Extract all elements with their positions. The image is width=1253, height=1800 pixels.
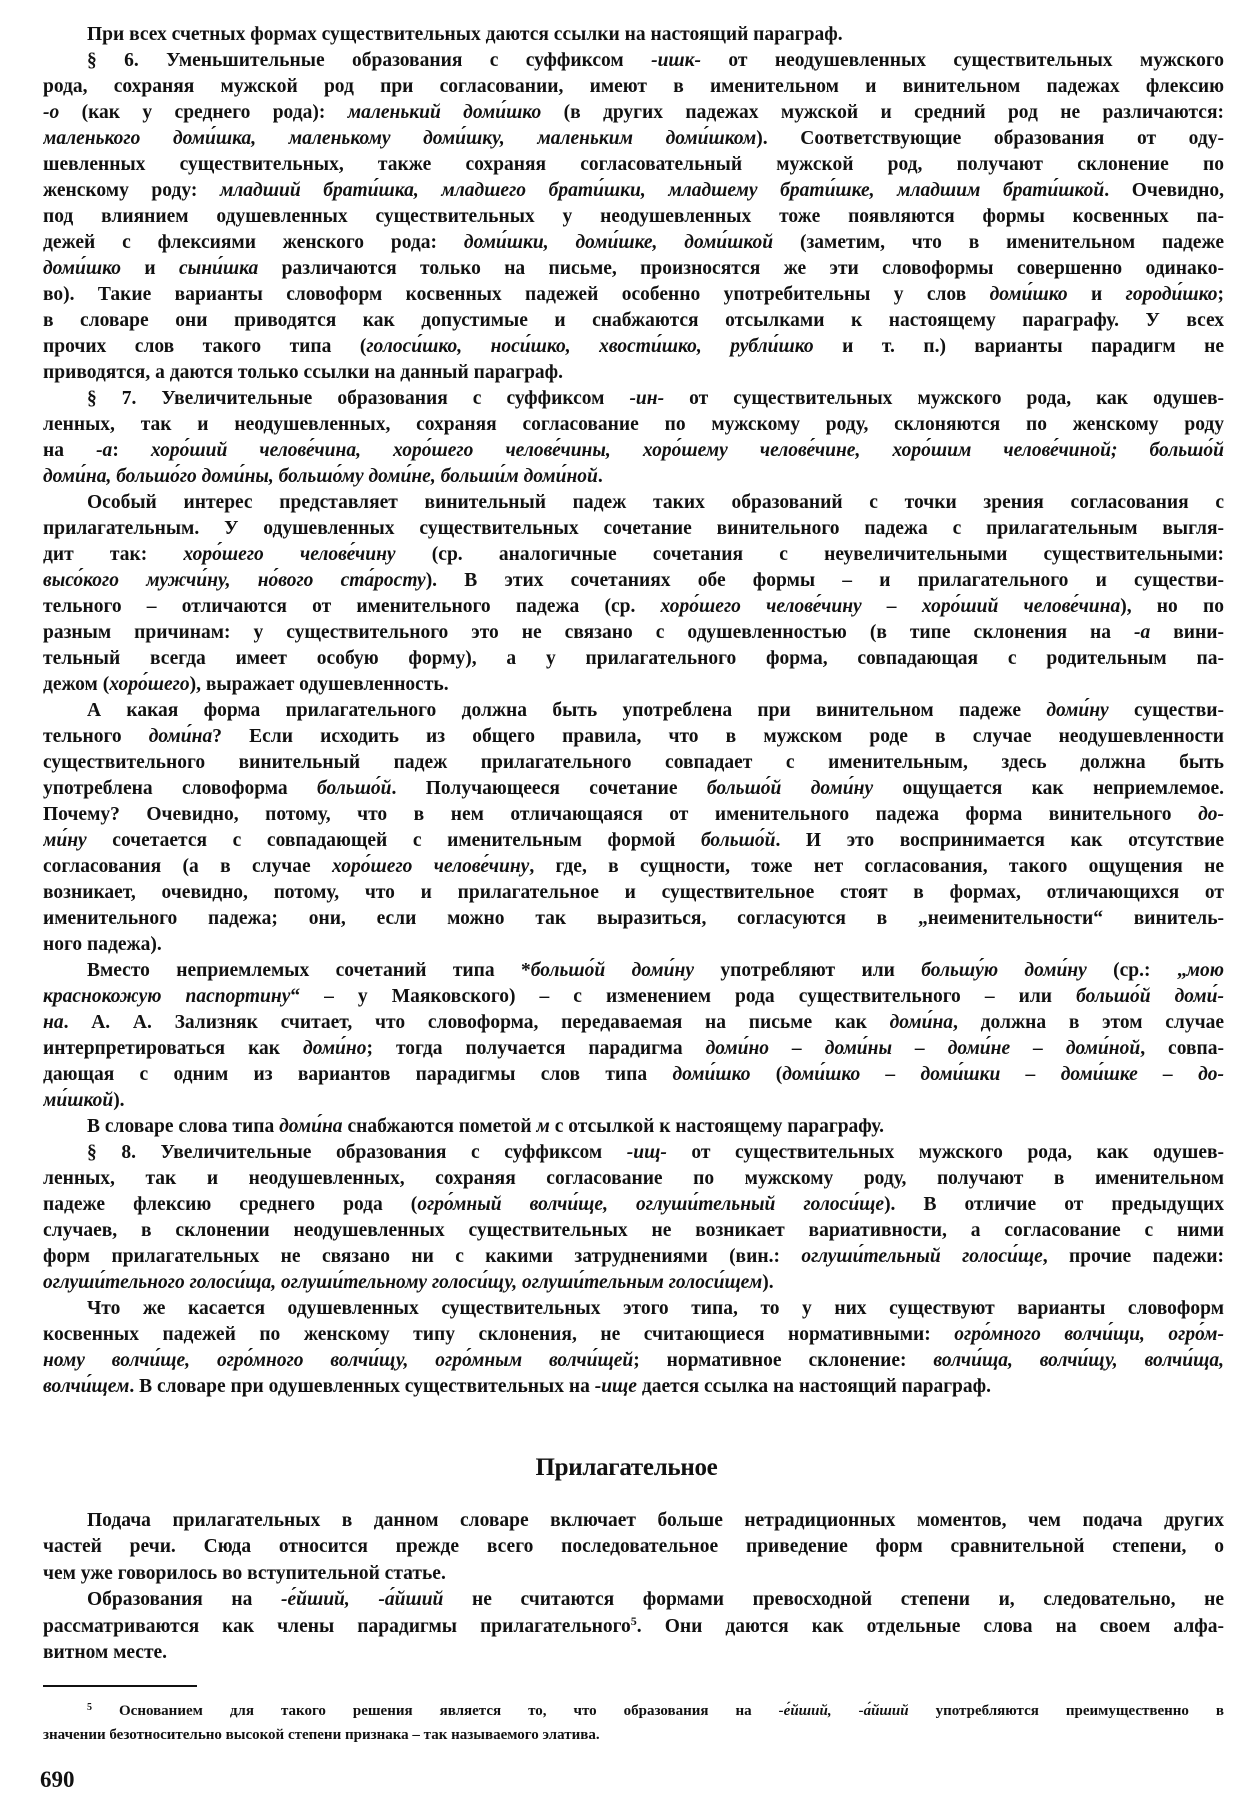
text-run: рода, сохраняя мужской род при согласовании, имеют в именительном и винительном падежах флексию bbox=[43, 76, 1224, 97]
text-run: § 6. Уменьшительные образования с суффиксом bbox=[87, 50, 652, 71]
text-line bbox=[43, 802, 1224, 828]
text-run: дит так: bbox=[43, 544, 184, 565]
text-run: тельного bbox=[43, 726, 149, 747]
text-run: Почему? Очевидно, потому, что в нем отличающаяся от именительного падежа форма винительного bbox=[43, 804, 1199, 825]
italic-example: городи́шко bbox=[1125, 284, 1218, 305]
paragraph bbox=[43, 1699, 1224, 1747]
page-number: 690 bbox=[40, 1767, 75, 1792]
text-run: возникает, очевидно, потому, что и прилагательное и существительное стоят в формах, отличающихся от bbox=[43, 882, 1224, 903]
text-line bbox=[43, 1244, 1224, 1270]
text-run: Особый интерес представляет винительный падеж таких образований с точки зрения согласования с bbox=[87, 492, 1224, 513]
paragraph bbox=[43, 958, 1224, 1114]
italic-example: доми́шко – доми́шки – доми́шке – до- bbox=[782, 1064, 1224, 1085]
text-run: существительного винительный падеж прилагательного совпадает с именительным, здесь должна быть bbox=[43, 752, 1224, 773]
text-run: (в других падежах мужской и средний род не различаются: bbox=[541, 102, 1224, 123]
text-run: Подача прилагательных в данном словаре включает больше нетрадиционных моментов, чем подача других bbox=[87, 1510, 1224, 1531]
text-run: женскому роду: bbox=[43, 180, 220, 201]
italic-example: хоро́шего bbox=[109, 674, 190, 695]
text-run: ). Соответствующие образования от оду- bbox=[756, 128, 1224, 149]
text-line bbox=[43, 48, 1224, 74]
text-run: дается ссылка на настоящий параграф. bbox=[636, 1376, 992, 1397]
text-run: , должна в этом случае bbox=[953, 1012, 1224, 1033]
text-run: рассматриваются как члены парадигмы прилагательного bbox=[43, 1615, 631, 1637]
footnote-marker: 5 bbox=[87, 1702, 92, 1713]
text-run: случаев, в склонении неодушевленных существительных не возникает вариативности, а согласование с ними bbox=[43, 1220, 1224, 1241]
text-run: Основанием для такого решения является то, что образования на bbox=[92, 1703, 779, 1719]
paragraph bbox=[43, 22, 1224, 48]
italic-example: огро́мный волчи́ще, оглуши́тельный голоси́ще bbox=[417, 1194, 885, 1215]
italic-example: оглуши́тельный голоси́ще bbox=[801, 1246, 1043, 1267]
text-line bbox=[43, 828, 1224, 854]
adjective-section-text bbox=[43, 1508, 1224, 1666]
text-line bbox=[43, 646, 1224, 672]
text-line bbox=[43, 984, 1224, 1010]
text-run: дежом ( bbox=[43, 674, 110, 695]
italic-example: доми́но bbox=[303, 1038, 367, 1059]
italic-example: на bbox=[43, 1012, 64, 1033]
text-run: ? Если исходить из общего правила, что в мужском роде в случае неодушевленности bbox=[212, 726, 1224, 747]
text-run: приводятся, а даются только ссылки на данный параграф. bbox=[43, 362, 564, 383]
italic-example: м bbox=[536, 1116, 550, 1137]
italic-example: доми́шко bbox=[672, 1064, 751, 1085]
footnote-divider bbox=[43, 1685, 197, 1687]
paragraph bbox=[43, 386, 1224, 490]
text-run: : bbox=[112, 440, 151, 461]
italic-example: большо́й доми́ну bbox=[706, 778, 874, 799]
text-line bbox=[43, 854, 1224, 880]
text-run: тельный всегда имеет особую форму), а у прилагательного форма, совпадающая с родительным па- bbox=[43, 648, 1224, 669]
text-line bbox=[43, 880, 1224, 906]
text-line bbox=[43, 386, 1224, 412]
text-run: . И это воспринимается как отсутствие bbox=[775, 830, 1224, 851]
text-run: (ср. аналогичные сочетания с неувеличительными существительными: bbox=[395, 544, 1224, 565]
footnote-marker: 5 bbox=[630, 1613, 637, 1628]
text-line bbox=[43, 152, 1224, 178]
text-run: ; тогда получается парадигма bbox=[366, 1038, 706, 1059]
text-run: тельного – отличаются от именительного падежа (ср. bbox=[43, 596, 661, 617]
text-line bbox=[43, 178, 1224, 204]
text-run: и bbox=[1067, 284, 1126, 305]
text-line bbox=[43, 126, 1224, 152]
text-line bbox=[43, 282, 1224, 308]
italic-example: доми́на, большо́го доми́ны, большо́му доми́не, больши́м доми́ной bbox=[43, 466, 598, 487]
italic-example: оглуши́тельного голоси́ща, оглуши́тельному голоси́щу, оглуши́тельным голоси́щем bbox=[43, 1272, 763, 1293]
text-line bbox=[43, 360, 1224, 386]
text-run: и bbox=[121, 258, 180, 279]
italic-example: хоро́ший челове́чина, хоро́шего челове́чины, хоро́шему челове́чине, хоро́шим челове́чиной; большо́й bbox=[150, 440, 1224, 461]
text-run: дающая с одним из вариантов парадигмы слов типа bbox=[43, 1064, 673, 1085]
text-line bbox=[43, 750, 1224, 776]
text-run: с отсылкой к настоящему параграфу. bbox=[549, 1116, 884, 1137]
text-run: от существительных мужского рода, как одушев- bbox=[664, 388, 1224, 409]
italic-example: доми́шко bbox=[43, 258, 122, 279]
paragraph bbox=[43, 490, 1224, 698]
text-run: различаются только на письме, произносятся же эти словоформы совершенно одинако- bbox=[258, 258, 1224, 279]
italic-example: большу́ю доми́ну bbox=[921, 960, 1087, 981]
text-run: ленных, так и неодушевленных, сохраняя согласование по мужскому роду, склоняются по женскому роду bbox=[43, 414, 1224, 435]
text-line bbox=[43, 1088, 1224, 1114]
italic-example: маленький доми́шко bbox=[347, 102, 542, 123]
text-line bbox=[43, 620, 1224, 646]
text-line bbox=[43, 1699, 1224, 1723]
text-run: ; bbox=[1217, 284, 1224, 305]
italic-example: большо́й доми́- bbox=[1076, 986, 1224, 1007]
text-run: ного падежа). bbox=[43, 934, 162, 955]
text-line bbox=[43, 1218, 1224, 1244]
text-line bbox=[43, 516, 1224, 542]
italic-example: доми́на bbox=[148, 726, 213, 747]
italic-example: доми́но – доми́ны – доми́не – доми́ной bbox=[705, 1038, 1141, 1059]
text-line bbox=[43, 1166, 1224, 1192]
text-run: (заметим, что в именительном падеже bbox=[773, 232, 1224, 253]
italic-example: -а bbox=[1134, 622, 1151, 643]
paragraph bbox=[43, 1140, 1224, 1296]
text-line bbox=[43, 230, 1224, 256]
text-run: употребляют или bbox=[693, 960, 922, 981]
text-run: интерпретироваться как bbox=[43, 1038, 304, 1059]
text-run: не считаются формами превосходной степени и, следовательно, не bbox=[443, 1589, 1224, 1611]
text-run: ( bbox=[750, 1064, 783, 1085]
paragraph bbox=[43, 1114, 1224, 1140]
text-line bbox=[43, 1140, 1224, 1166]
text-line bbox=[43, 1723, 1224, 1747]
italic-example: -ище bbox=[594, 1376, 637, 1397]
footnote bbox=[43, 1699, 1224, 1747]
italic-example: краснокожую паспортину bbox=[43, 986, 291, 1007]
paragraph bbox=[43, 1508, 1224, 1587]
text-run: косвенных падежей по женскому типу склонения, не считающиеся нормативными: bbox=[43, 1324, 955, 1345]
italic-example: хоро́шего челове́чину bbox=[183, 544, 396, 565]
text-line bbox=[43, 1296, 1224, 1322]
text-line bbox=[43, 1561, 1224, 1587]
text-run: . А. А. Зализняк считает, что словоформа, передаваемая на письме как bbox=[63, 1012, 890, 1033]
italic-example: доми́на bbox=[889, 1012, 954, 1033]
text-line bbox=[43, 100, 1224, 126]
text-line bbox=[43, 1614, 1224, 1640]
text-run: существи- bbox=[1108, 700, 1224, 721]
text-line bbox=[43, 1114, 1224, 1140]
text-run: форм прилагательных не связано ни с какими затруднениями (вин.: bbox=[43, 1246, 802, 1267]
text-line bbox=[43, 542, 1224, 568]
text-run: А какая форма прилагательного должна быть употреблена при винительном падеже bbox=[87, 700, 1047, 721]
text-line bbox=[43, 22, 1224, 48]
text-run: вини- bbox=[1150, 622, 1224, 643]
text-run: ленных, так и неодушевленных, сохраняя согласование по мужскому роду, получают в именительном bbox=[43, 1168, 1224, 1189]
text-line bbox=[43, 256, 1224, 282]
text-run: . В словаре при одушевленных существительных на bbox=[129, 1376, 595, 1397]
text-run: на bbox=[43, 440, 97, 461]
text-run: чем уже говорилось во вступительной статье. bbox=[43, 1562, 446, 1584]
italic-example: ми́ну bbox=[43, 830, 87, 851]
text-run: . Они даются как отдельные слова на своем алфа- bbox=[636, 1615, 1224, 1637]
text-run: ). bbox=[762, 1272, 774, 1293]
text-line bbox=[43, 334, 1224, 360]
italic-example: ми́шкой bbox=[43, 1090, 114, 1111]
paragraph bbox=[43, 1296, 1224, 1400]
text-line bbox=[43, 1062, 1224, 1088]
text-run: (ср.: „ bbox=[1086, 960, 1187, 981]
text-line bbox=[43, 1534, 1224, 1560]
text-line bbox=[43, 1348, 1224, 1374]
text-run: и т. п.) варианты парадигм не bbox=[813, 336, 1224, 357]
text-line bbox=[43, 1010, 1224, 1036]
text-line bbox=[43, 776, 1224, 802]
italic-example: доми́на bbox=[279, 1116, 343, 1137]
italic-example: высо́кого мужчи́ну, но́вого ста́росту bbox=[43, 570, 426, 591]
italic-example: -ишк- bbox=[651, 50, 702, 71]
italic-example: волчи́щем bbox=[43, 1376, 130, 1397]
text-line bbox=[43, 958, 1224, 984]
text-line bbox=[43, 204, 1224, 230]
italic-example: доми́шки, доми́шке, доми́шкой bbox=[463, 232, 774, 253]
section-heading: Прилагательное bbox=[535, 1454, 718, 1481]
text-run: ). В этих сочетаниях обе формы – и прилагательного и существи- bbox=[425, 570, 1224, 591]
text-line bbox=[43, 724, 1224, 750]
text-line bbox=[43, 1192, 1224, 1218]
italic-example: сыни́шка bbox=[179, 258, 259, 279]
text-run: , где, в сущности, тоже нет согласования, такого ощущения не bbox=[529, 856, 1224, 877]
text-run: от существительных мужского рода, как одушев- bbox=[666, 1142, 1224, 1163]
text-run: . Получающееся сочетание bbox=[391, 778, 707, 799]
italic-example: -е́йший, -а́йший bbox=[280, 1589, 444, 1611]
text-line bbox=[43, 1374, 1224, 1400]
text-run: § 7. Увеличительные образования с суффиксом bbox=[87, 388, 630, 409]
text-run: согласования (а в случае bbox=[43, 856, 333, 877]
text-run: . Очевидно, bbox=[1104, 180, 1224, 201]
italic-example: большо́й bbox=[317, 778, 392, 799]
italic-example: -е́йший, -а́йший bbox=[778, 1703, 909, 1719]
italic-example: доми́ну bbox=[1046, 700, 1109, 721]
italic-example: доми́шко bbox=[989, 284, 1068, 305]
italic-example: -ин- bbox=[629, 388, 665, 409]
text-line bbox=[43, 932, 1224, 958]
text-line bbox=[43, 1640, 1224, 1666]
text-run: сочетается с совпадающей с именительным формой bbox=[86, 830, 701, 851]
text-run: в словаре они приводятся как допустимые и снабжаются отсылками к настоящему параграфу. У всех bbox=[43, 310, 1224, 331]
text-run: ; нормативное склонение: bbox=[633, 1350, 934, 1371]
text-run: витном месте. bbox=[43, 1641, 168, 1663]
text-run: Что же касается одушевленных существительных этого типа, то у них существуют варианты словоформ bbox=[87, 1298, 1224, 1319]
italic-example: волчи́ща, волчи́щу, волчи́ща, bbox=[933, 1350, 1224, 1371]
text-line bbox=[43, 698, 1224, 724]
text-run: снабжаются пометой bbox=[342, 1116, 537, 1137]
italic-example: -о bbox=[43, 102, 60, 123]
italic-example: хоро́шего челове́чину bbox=[332, 856, 530, 877]
text-line bbox=[43, 672, 1224, 698]
text-line bbox=[43, 412, 1224, 438]
text-run: прочих слов такого типа ( bbox=[43, 336, 367, 357]
text-run: (как у среднего рода): bbox=[59, 102, 348, 123]
main-text bbox=[43, 22, 1224, 1400]
text-run: частей речи. Сюда относится прежде всего последовательное приведение форм сравнительной степени, о bbox=[43, 1536, 1224, 1558]
text-line bbox=[43, 594, 1224, 620]
text-run: . bbox=[597, 466, 603, 487]
text-run: ), но по bbox=[1120, 596, 1224, 617]
text-line bbox=[43, 1036, 1224, 1062]
text-run: употреблена словоформа bbox=[43, 778, 318, 799]
text-line bbox=[43, 1587, 1224, 1613]
italic-example: -а bbox=[96, 440, 113, 461]
italic-example: голоси́шко, носи́шко, хвости́шко, рубли́шко bbox=[366, 336, 814, 357]
text-run: разным причинам: у существительного это не связано с одушевленностью (в типе склонения на bbox=[43, 622, 1135, 643]
text-run: значении безотносительно высокой степени признака – так называемого элатива. bbox=[43, 1727, 600, 1743]
text-run: При всех счетных формах существительных даются ссылки на настоящий параграф. bbox=[87, 24, 843, 45]
paragraph bbox=[43, 48, 1224, 386]
text-line bbox=[43, 74, 1224, 100]
italic-example: огро́много волчи́щи, огро́м- bbox=[954, 1324, 1224, 1345]
text-line bbox=[43, 308, 1224, 334]
italic-example: большо́й bbox=[700, 830, 776, 851]
italic-example: большо́й доми́ну bbox=[530, 960, 694, 981]
paragraph bbox=[43, 698, 1224, 958]
text-run: В словаре слова типа bbox=[87, 1116, 280, 1137]
text-run: , совпа- bbox=[1140, 1038, 1224, 1059]
italic-example: до- bbox=[1198, 804, 1224, 825]
paragraph bbox=[43, 1587, 1224, 1666]
text-run: именительного падежа; они, если можно так выразиться, согласуются в „неименительности“ винитель- bbox=[43, 908, 1224, 929]
text-run: во). Такие варианты словоформ косвенных падежей особенно употребительны у слов bbox=[43, 284, 990, 305]
text-line bbox=[43, 1322, 1224, 1348]
text-run: под влиянием одушевленных существительных у неодушевленных тоже появляются формы косвенных па- bbox=[43, 206, 1224, 227]
italic-example: хоро́шего челове́чину – хоро́ший челове́чина bbox=[660, 596, 1121, 617]
text-run: от неодушевленных существительных мужского bbox=[701, 50, 1224, 71]
italic-example: -ищ- bbox=[626, 1142, 667, 1163]
text-run: дежей с флексиями женского рода: bbox=[43, 232, 464, 253]
italic-example: маленького доми́шка, маленькому доми́шку, маленьким доми́шком bbox=[43, 128, 757, 149]
italic-example: мою bbox=[1186, 960, 1224, 981]
text-run: прилагательным. У одушевленных существительных сочетание винительного падежа с прилагательным выгля- bbox=[43, 518, 1224, 539]
text-run: , прочие падежи: bbox=[1042, 1246, 1224, 1267]
text-line bbox=[43, 1270, 1224, 1296]
text-run: ), выражает одушевленность. bbox=[189, 674, 449, 695]
text-line bbox=[43, 906, 1224, 932]
text-line bbox=[43, 438, 1224, 464]
italic-example: ному волчи́ще, огро́много волчи́щу, огро́мным волчи́щей bbox=[43, 1350, 634, 1371]
text-run: шевленных существительных, также сохраняя согласовательный мужской род, получают склонение по bbox=[43, 154, 1224, 175]
text-line bbox=[43, 464, 1224, 490]
text-line bbox=[43, 490, 1224, 516]
text-run: Образования на bbox=[87, 1589, 281, 1611]
text-run: падеже флексию среднего рода ( bbox=[43, 1194, 418, 1215]
text-run: § 8. Увеличительные образования с суффиксом bbox=[87, 1142, 627, 1163]
text-run: “ – у Маяковского) – с изменением рода существительного – или bbox=[290, 986, 1077, 1007]
text-run: Вместо неприемлемых сочетаний типа * bbox=[87, 960, 531, 981]
text-run: ). В отличие от предыдущих bbox=[884, 1194, 1224, 1215]
text-run: ). bbox=[113, 1090, 125, 1111]
italic-example: младший брати́шка, младшего брати́шки, младшему брати́шке, младшим брати́шкой bbox=[219, 180, 1105, 201]
text-run: ощущается как неприемлемое. bbox=[873, 778, 1224, 799]
text-line bbox=[43, 568, 1224, 594]
text-line bbox=[43, 1508, 1224, 1534]
text-run: употребляются преимущественно в bbox=[908, 1703, 1224, 1719]
